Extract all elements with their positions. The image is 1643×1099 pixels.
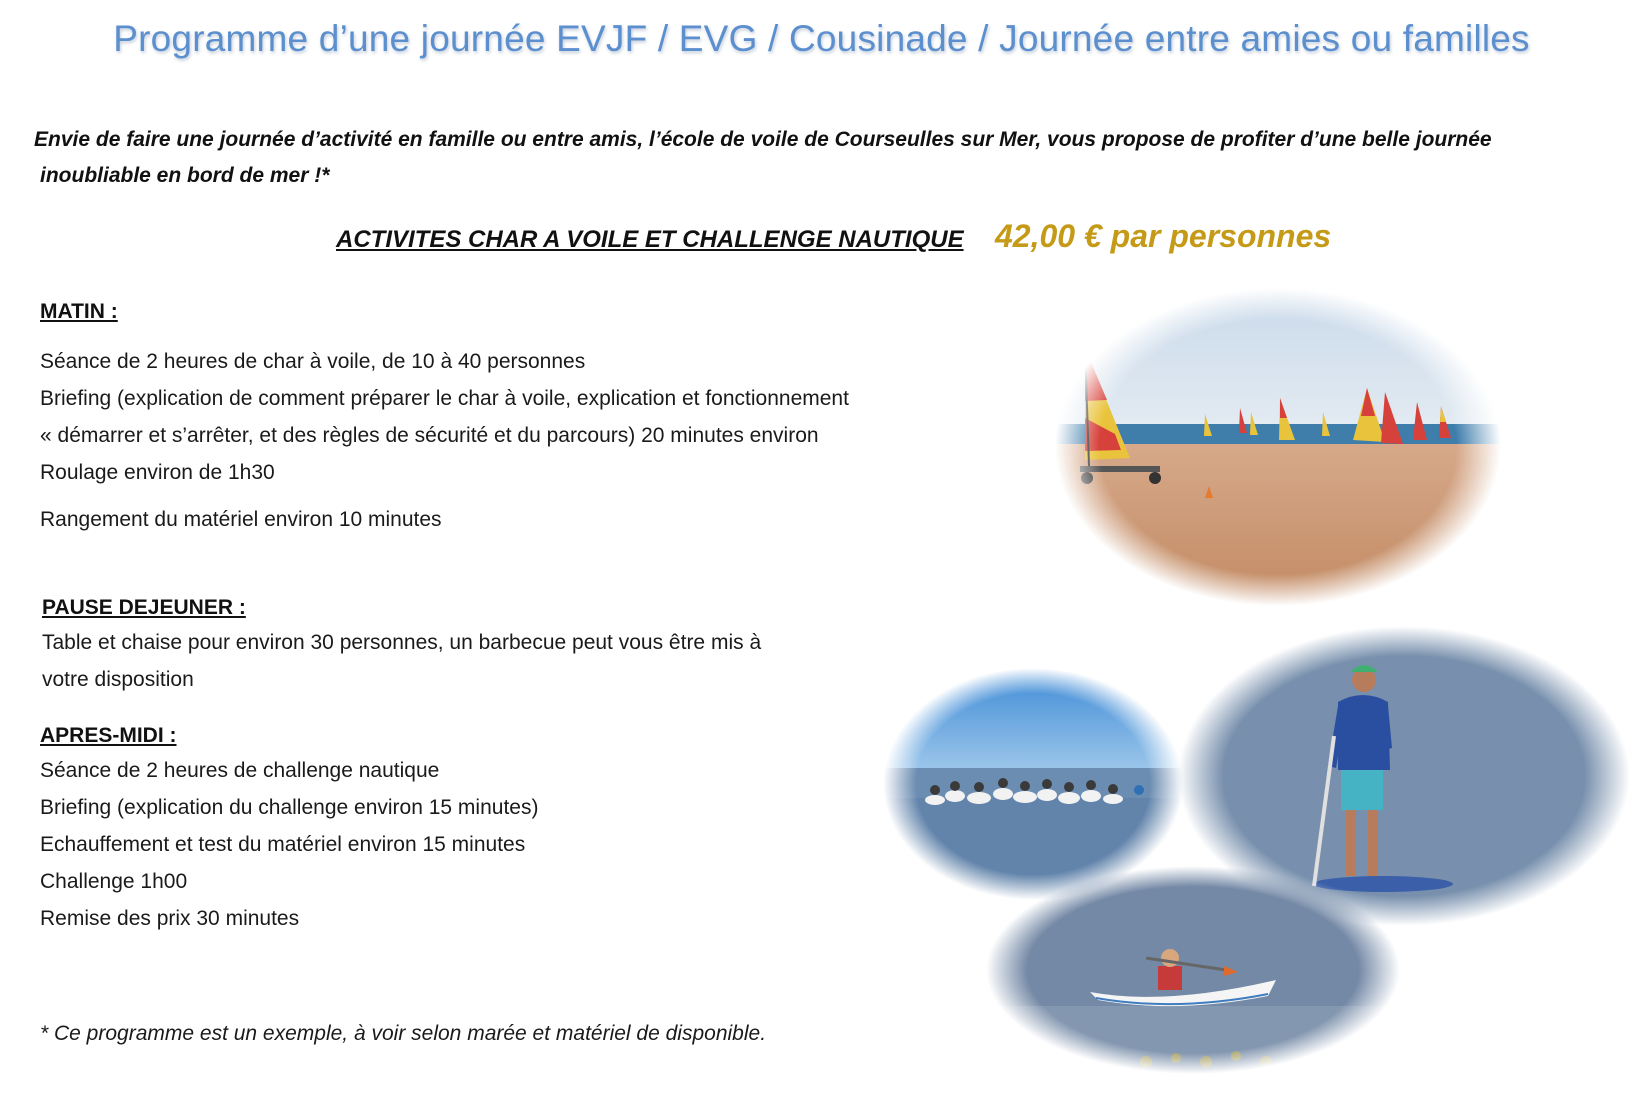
matin-line: Briefing (explication de comment préparer le char à voile, explication et fonctionnement — [40, 387, 849, 410]
apres-midi-line: Briefing (explication du challenge environ 15 minutes) — [40, 796, 539, 819]
activities-heading: ACTIVITES CHAR A VOILE ET CHALLENGE NAUTIQUE — [336, 226, 964, 253]
apres-midi-title: APRES-MIDI : — [40, 724, 177, 747]
apres-midi-line: Séance de 2 heures de challenge nautique — [40, 759, 440, 782]
matin-rangement: Rangement du matériel environ 10 minutes — [40, 508, 442, 531]
matin-line: « démarrer et s’arrêter, et des règles de sécurité et du parcours) 20 minutes environ — [40, 424, 819, 447]
page-title: Programme d’une journée EVJF / EVG / Cousinade / Journée entre amies ou familles — [113, 18, 1530, 59]
footnote: * Ce programme est un exemple, à voir selon marée et matériel de disponible. — [40, 1022, 767, 1045]
apres-midi-line: Echauffement et test du matériel environ 15 minutes — [40, 833, 526, 856]
kayak-photo — [986, 866, 1400, 1074]
sand-yacht-photo — [1055, 288, 1501, 606]
pause-line: Table et chaise pour environ 30 personnes, un barbecue peut vous être mis à — [42, 631, 762, 654]
apres-midi-line: Challenge 1h00 — [40, 870, 188, 893]
intro-line-1: Envie de faire une journée d’activité en famille ou entre amis, l’école de voile de Courseulles sur Mer, vous propose de profiter d’une belle journée — [34, 128, 1492, 151]
intro-paragraph — [34, 122, 1614, 194]
pause-title: PAUSE DEJEUNER : — [42, 596, 246, 619]
pause-lines — [42, 624, 761, 698]
matin-title: MATIN : — [40, 300, 118, 323]
pause-line: votre disposition — [42, 668, 194, 691]
price-label: 42,00 € par personnes — [995, 218, 1332, 254]
matin-line: Roulage environ de 1h30 — [40, 461, 275, 484]
matin-line: Séance de 2 heures de char à voile, de 10 à 40 personnes — [40, 350, 586, 373]
apres-midi-line: Remise des prix 30 minutes — [40, 907, 300, 930]
intro-line-2: inoubliable en bord de mer !* — [40, 164, 330, 187]
apres-midi-lines — [40, 752, 538, 937]
matin-lines — [40, 343, 849, 491]
